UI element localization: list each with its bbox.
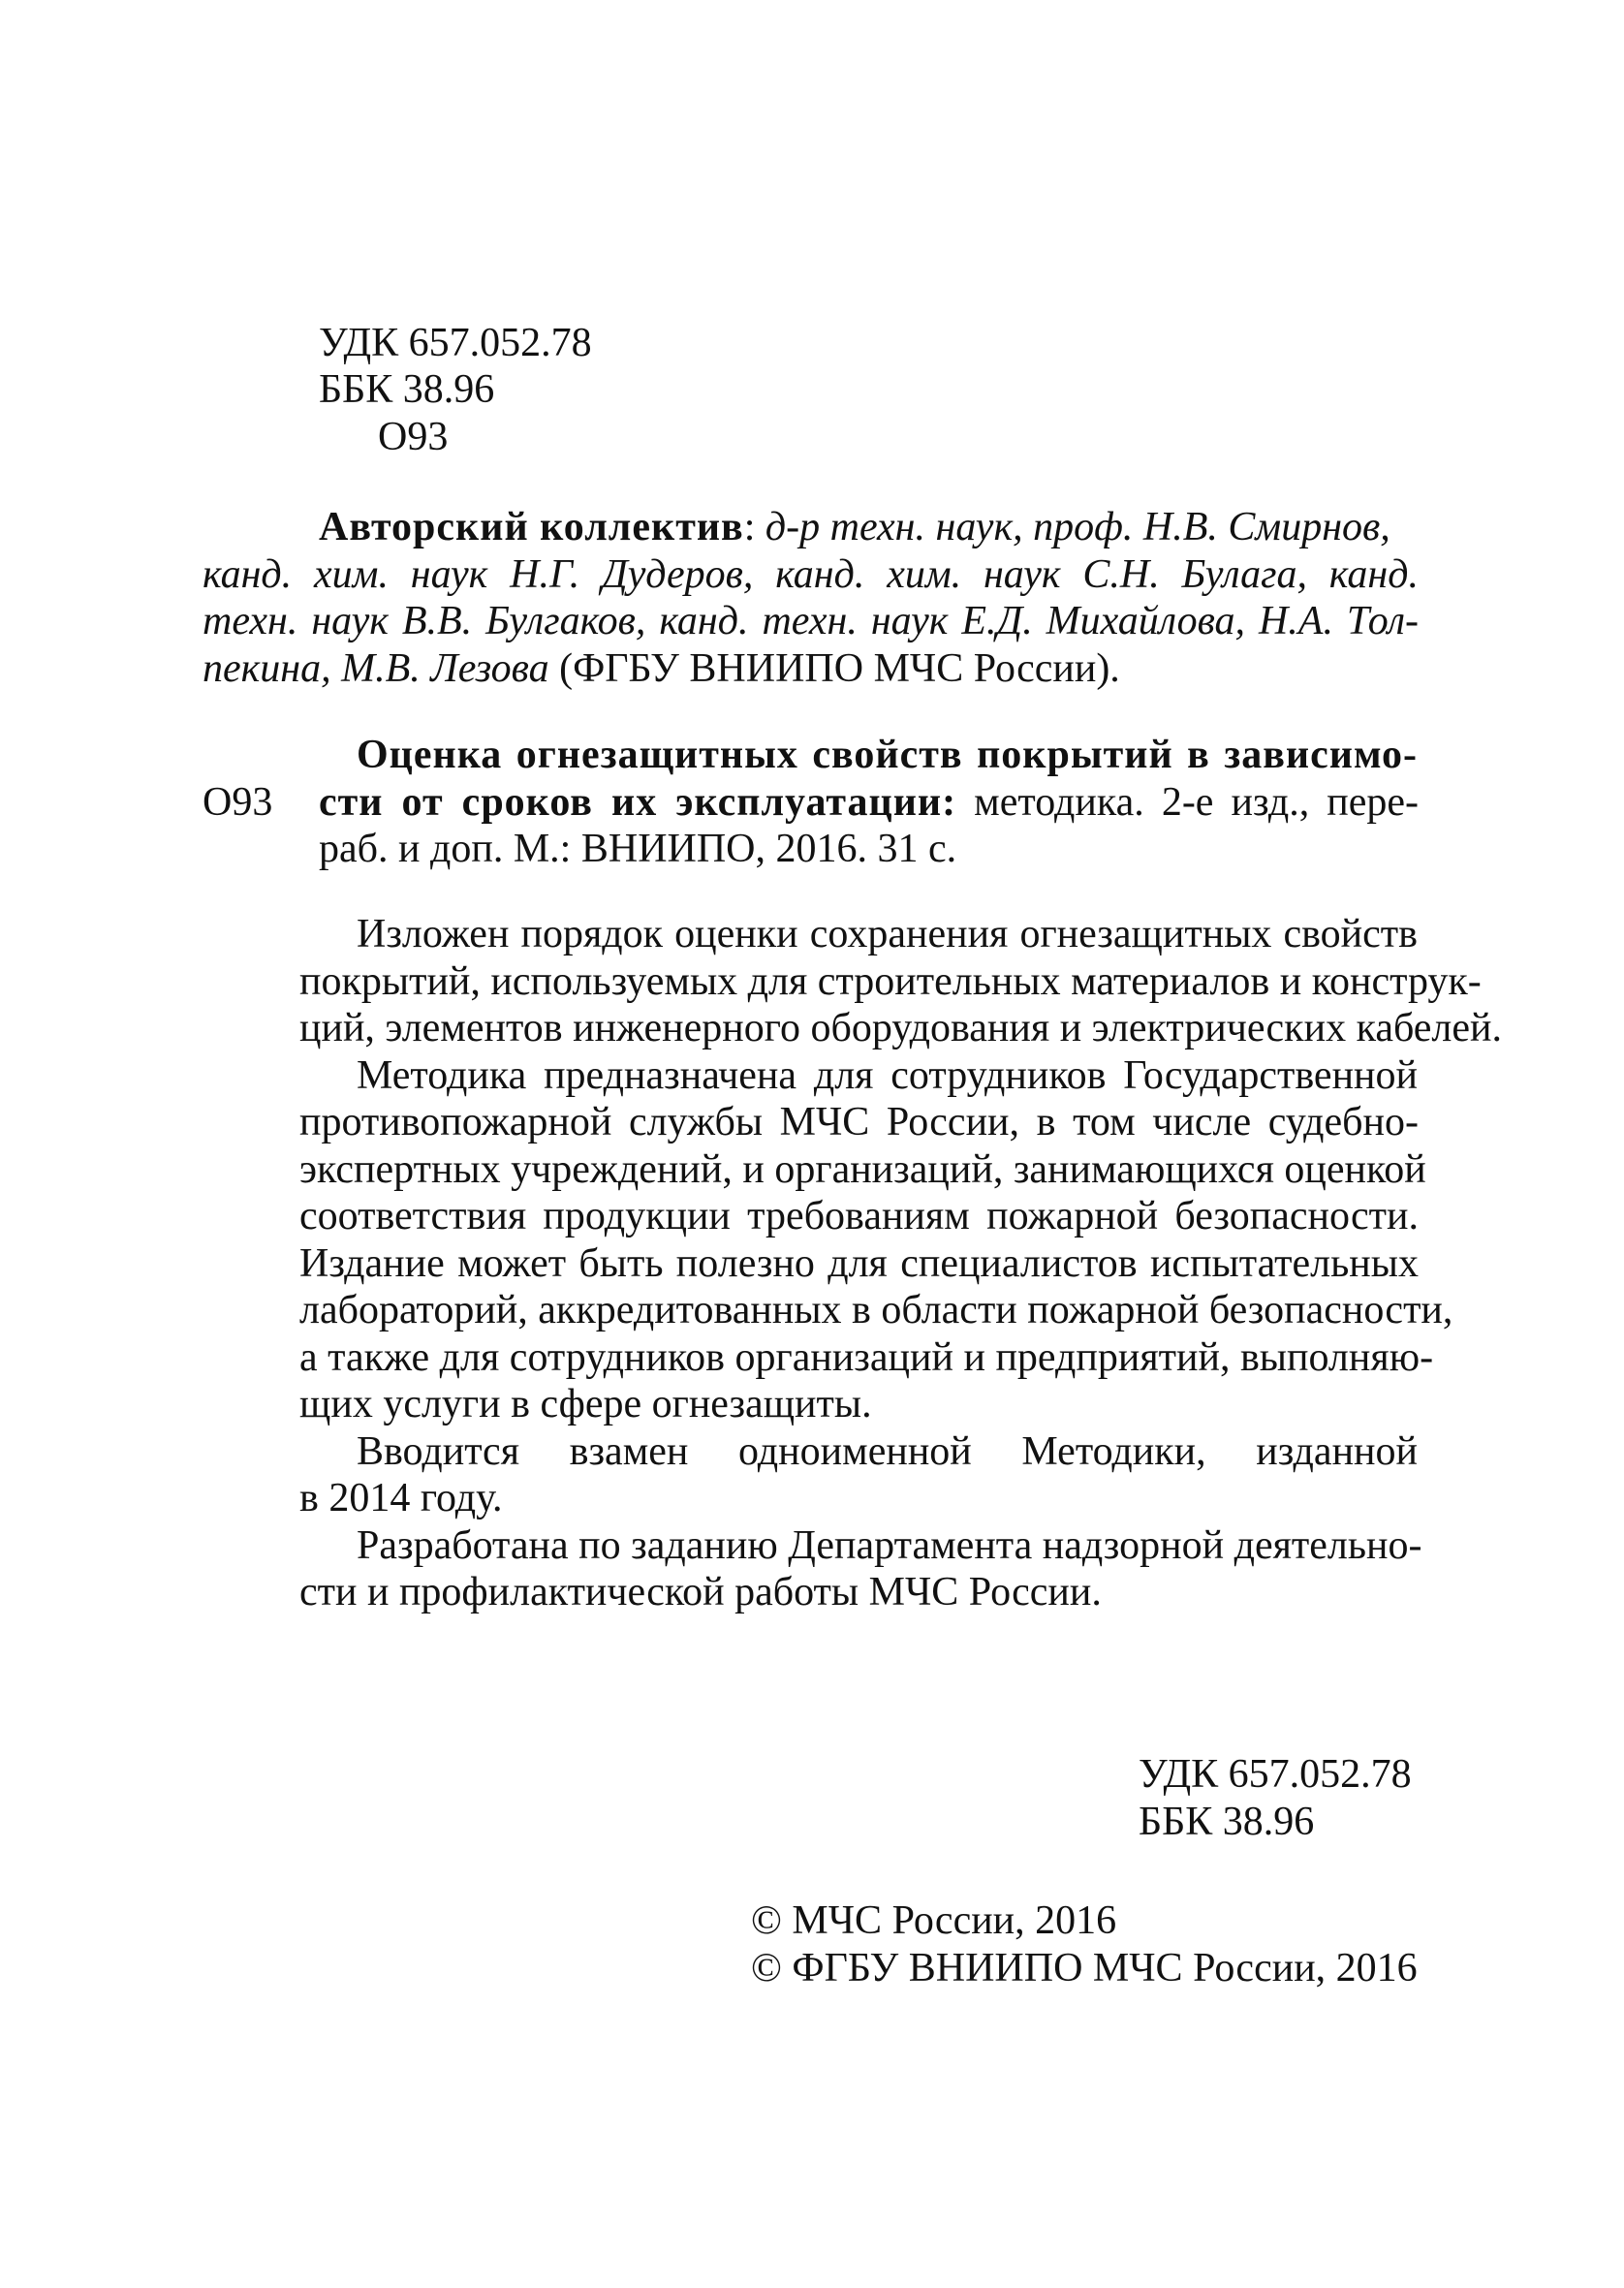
authors-text-1: д-р техн. наук, проф. Н.В. Смирнов, <box>765 505 1390 549</box>
copyright-line-1: © МЧС России, 2016 <box>751 1898 1117 1943</box>
biblio-title-line-2: сти от сроков их эксплуатации: <box>319 780 957 825</box>
authors-label: Авторский коллектив <box>319 505 744 549</box>
authors-text-4: пекина, М.В. Лезова <box>203 646 549 691</box>
udk-code-top: УДК 657.052.78 <box>319 321 592 365</box>
authors-organization: (ФГБУ ВНИИПО МЧС России). <box>548 646 1120 691</box>
abstract-p2-line-4: соответствия продукции требованиям пожарной безопасности. <box>299 1194 1419 1238</box>
abstract-p2-line-3: экспертных учреждений, и организаций, занимающихся оценкой <box>299 1147 1426 1192</box>
abstract-p2-line-7: а также для сотрудников организаций и предприятий, выполняю- <box>299 1335 1434 1380</box>
abstract-p3-line-2: в 2014 году. <box>299 1476 503 1520</box>
authors-line-1 <box>319 504 1390 550</box>
biblio-title-line-1: Оценка огнезащитных свойств покрытий в зависимо- <box>357 733 1418 777</box>
biblio-line-2 <box>319 779 1419 826</box>
authors-colon: : <box>743 505 756 549</box>
biblio-line-2-rest: методика. 2-е изд., пере- <box>956 780 1420 825</box>
biblio-line-3: раб. и доп. М.: ВНИИПО, 2016. 31 с. <box>319 827 957 871</box>
abstract-p2-line-6: лабораторий, аккредитованных в области пожарной безопасности, <box>299 1288 1453 1332</box>
copyright-line-2: © ФГБУ ВНИИПО МЧС России, 2016 <box>751 1946 1418 1990</box>
abstract-p4-line-2: сти и профилактической работы МЧС России. <box>299 1570 1102 1614</box>
abstract-p2-line-1: Методика предназначена для сотрудников Государственной <box>357 1053 1418 1098</box>
abstract-p3-line-1: Вводится взамен одноименной Методики, изданной <box>357 1429 1418 1474</box>
author-mark-top: О93 <box>378 415 449 459</box>
bbk-code-bottom: ББК 38.96 <box>1139 1800 1315 1844</box>
abstract-p1-line-3: ций, элементов инженерного оборудования и электрических кабелей. <box>299 1006 1503 1050</box>
abstract-p1-line-1: Изложен порядок оценки сохранения огнезащитных свойств <box>357 912 1418 956</box>
abstract-p1-line-2: покрытий, используемых для строительных материалов и конструк- <box>299 959 1482 1004</box>
bbk-code-top: ББК 38.96 <box>319 367 495 412</box>
udk-code-bottom: УДК 657.052.78 <box>1139 1752 1412 1797</box>
abstract-p2-line-5: Издание может быть полезно для специалистов испытательных <box>299 1241 1419 1286</box>
biblio-side-mark: О93 <box>203 780 273 825</box>
authors-line-4 <box>203 645 1120 692</box>
abstract-p2-line-8: щих услуги в сфере огнезащиты. <box>299 1382 872 1426</box>
abstract-p4-line-1: Разработана по заданию Департамента надзорной деятельно- <box>357 1523 1422 1568</box>
abstract-p2-line-2: противопожарной службы МЧС России, в том числе судебно- <box>299 1100 1419 1144</box>
authors-line-2: канд. хим. наук Н.Г. Дудеров, канд. хим. наук С.Н. Булага, канд. <box>203 552 1419 597</box>
authors-line-3: техн. наук В.В. Булгаков, канд. техн. наук Е.Д. Михайлова, Н.А. Тол- <box>203 599 1419 643</box>
